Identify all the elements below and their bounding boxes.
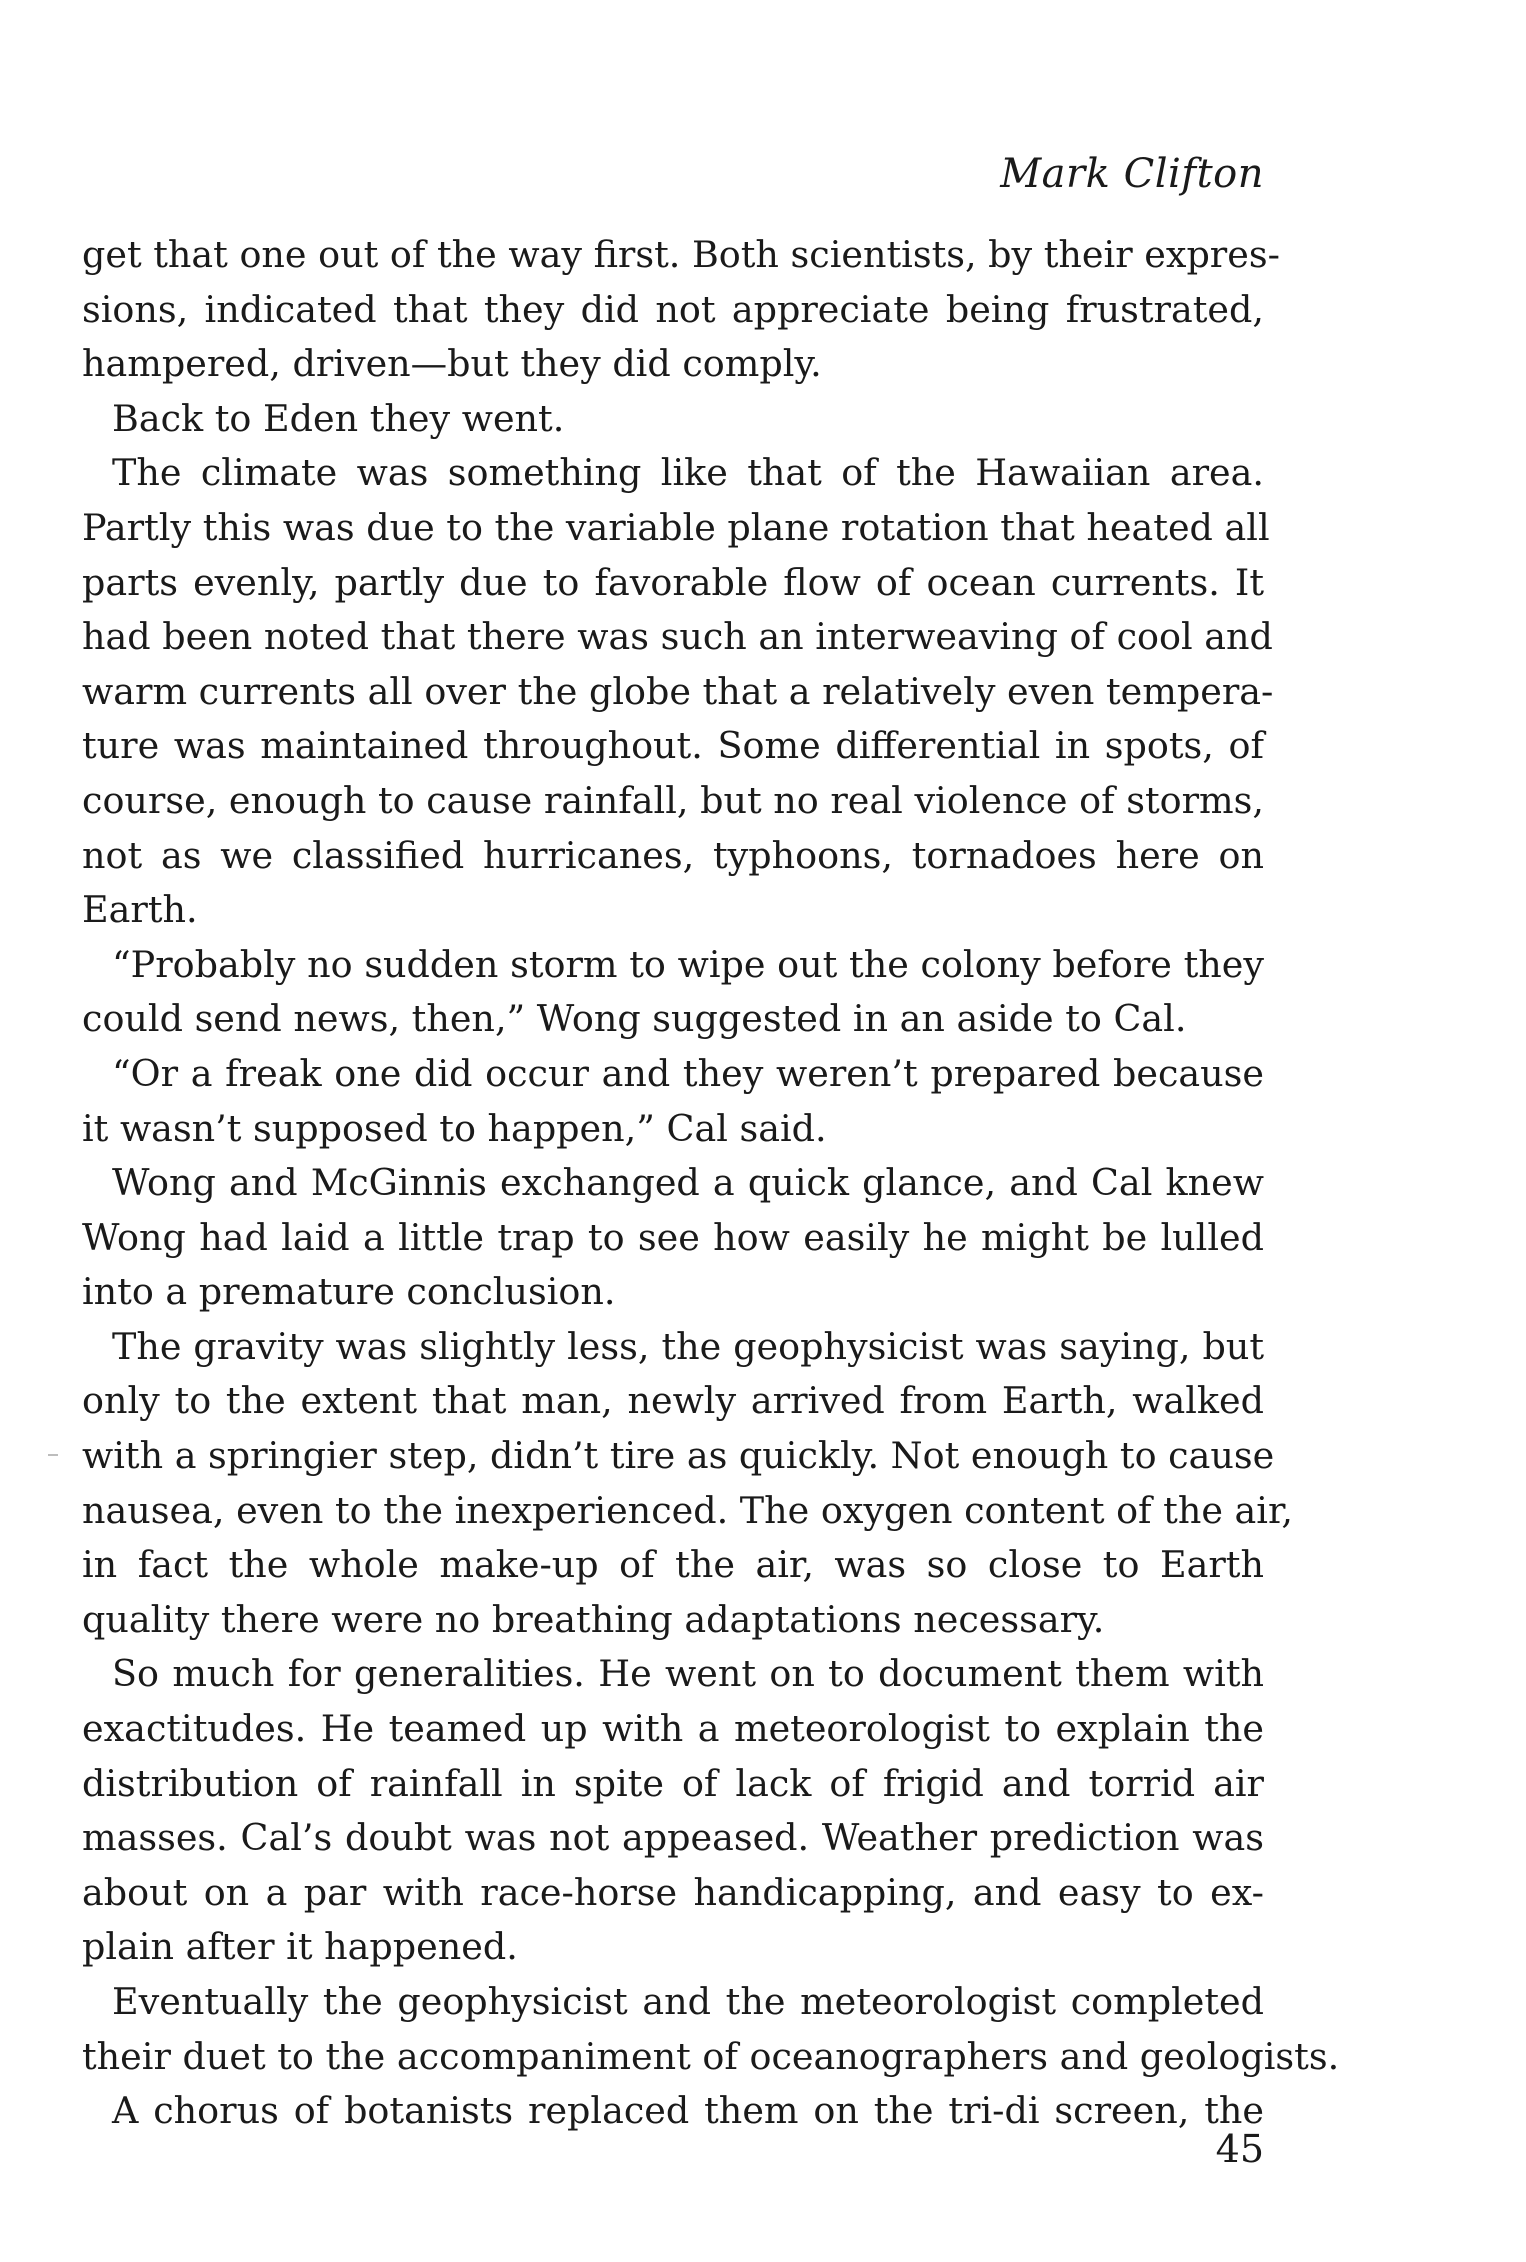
text-line: had been noted that there was such an interweaving of cool and — [82, 615, 1273, 659]
running-head: Mark Clifton — [1000, 151, 1264, 197]
text-line: into a premature conclusion. — [82, 1270, 616, 1314]
text-line: masses. Cal’s doubt was not appeased. Weather prediction was — [82, 1816, 1264, 1860]
body-text — [82, 228, 1340, 2139]
text-line: course, enough to cause rainfall, but no real violence of storms, — [82, 778, 1264, 822]
text-line: distribution of rainfall in spite of lack of frigid and torrid air — [82, 1761, 1264, 1805]
text-line: not as we classified hurricanes, typhoons, tornadoes here on — [82, 833, 1264, 877]
text-line: “Probably no sudden storm to wipe out the colony before they — [112, 942, 1264, 986]
text-line: plain after it happened. — [82, 1925, 518, 1969]
text-line: Wong and McGinnis exchanged a quick glance, and Cal knew — [112, 1161, 1264, 1205]
text-line: ture was maintained throughout. Some differential in spots, of — [82, 724, 1264, 768]
text-line: with a springier step, didn’t tire as quickly. Not enough to cause — [82, 1434, 1275, 1478]
text-line: sions, indicated that they did not appreciate being frustrated, — [82, 287, 1264, 331]
text-line: hampered, driven—but they did comply. — [82, 342, 822, 386]
text-line: Earth. — [82, 888, 198, 932]
text-line: The climate was something like that of the Hawaiian area. — [112, 451, 1264, 495]
text-line: quality there were no breathing adaptations necessary. — [82, 1597, 1105, 1641]
text-line: So much for generalities. He went on to document them with — [112, 1652, 1264, 1696]
text-line: could send news, then,” Wong suggested in an aside to Cal. — [82, 997, 1187, 1041]
page-number: 45 — [1215, 2127, 1264, 2171]
text-line: only to the extent that man, newly arrived from Earth, walked — [82, 1379, 1264, 1423]
text-line: get that one out of the way first. Both scientists, by their expres- — [82, 233, 1280, 276]
text-line: The gravity was slightly less, the geophysicist was saying, but — [112, 1324, 1264, 1368]
text-line: warm currents all over the globe that a relatively even tempera- — [82, 669, 1274, 713]
text-line: parts evenly, partly due to favorable flow of ocean currents. It — [82, 560, 1264, 604]
text-line: it wasn’t supposed to happen,” Cal said. — [82, 1106, 827, 1150]
text-line: their duet to the accompaniment of oceanographers and geologists. — [82, 2034, 1340, 2078]
text-line: A chorus of botanists replaced them on the tri-di screen, the — [112, 2089, 1264, 2133]
text-line: Wong had laid a little trap to see how easily he might be lulled — [82, 1215, 1264, 1259]
text-line: nausea, even to the inexperienced. The oxygen content of the air, — [82, 1488, 1294, 1532]
margin-mark — [48, 1454, 58, 1456]
text-line: “Or a freak one did occur and they weren’t prepared because — [112, 1051, 1264, 1095]
text-line: in fact the whole make-up of the air, was so close to Earth — [82, 1543, 1264, 1587]
text-line: Partly this was due to the variable plane rotation that heated all — [82, 505, 1270, 549]
text-line: Back to Eden they went. — [112, 396, 565, 440]
text-line: about on a par with race-horse handicapping, and easy to ex- — [82, 1870, 1264, 1914]
text-line: Eventually the geophysicist and the meteorologist completed — [112, 1980, 1264, 2023]
text-line: exactitudes. He teamed up with a meteorologist to explain the — [82, 1707, 1264, 1751]
